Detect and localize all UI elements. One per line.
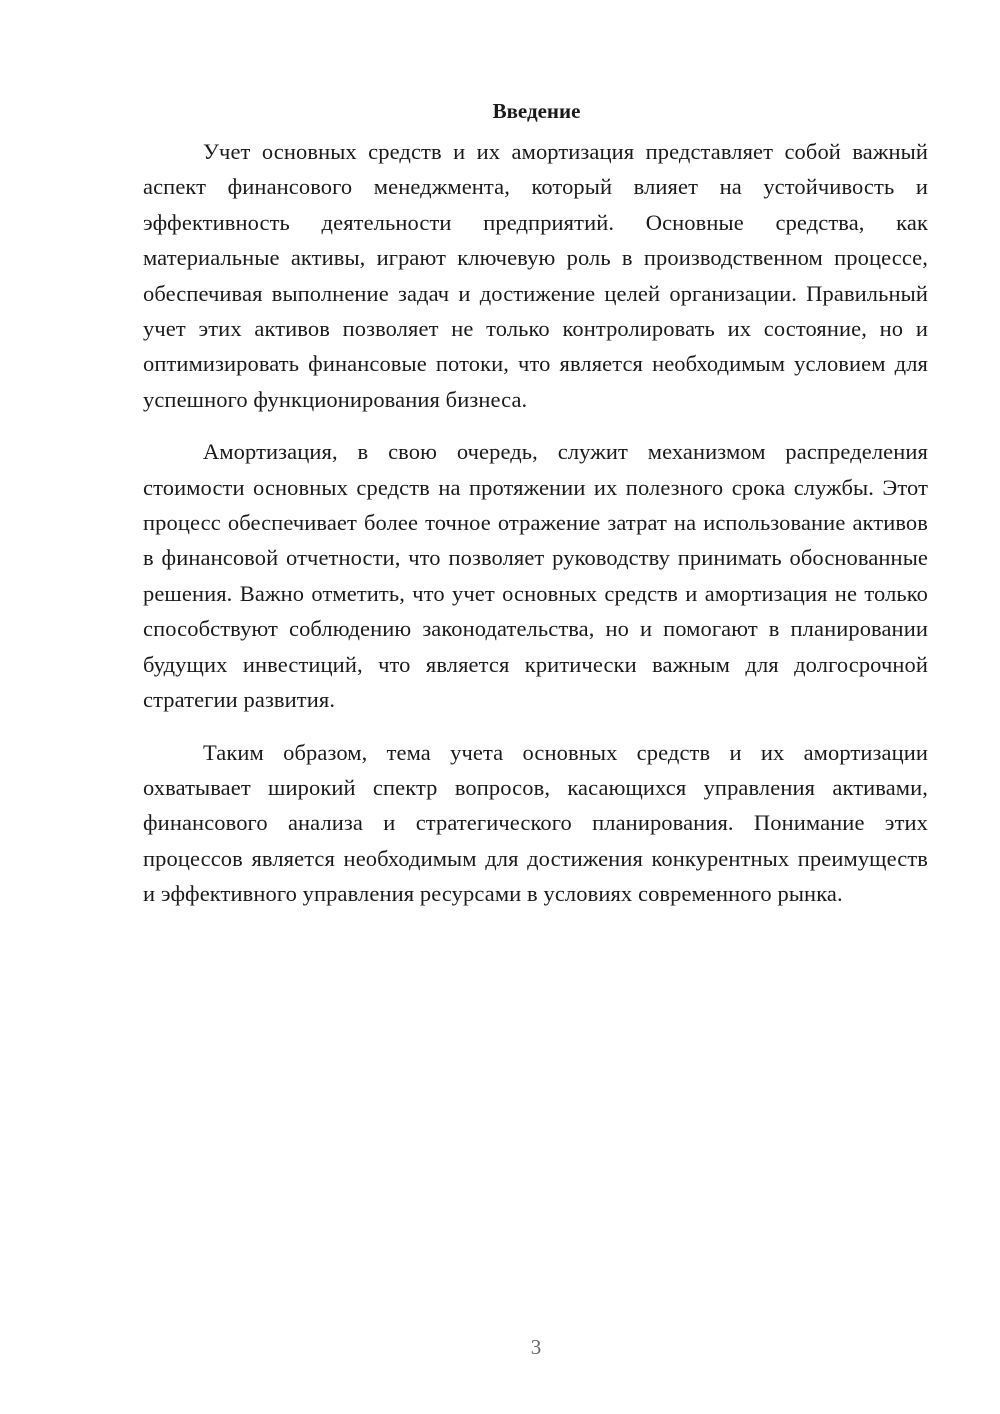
- section-title: Введение: [492, 99, 581, 123]
- paragraph-2: Амортизация, в свою очередь, служит механизмом распределения стоимости основных средств на протяжении их полезного срока службы. Этот процесс обеспечивает более точное отражение затрат на использование активов в финансовой отчетности, что позволяет руководству принимать обоснованные решения. Важно отметить, что учет основных средств и амортизация не только способствуют соблюдению законодательства, но и помогают в планировании будущих инвестиций, что является критически важным для долгосрочной стратегии развития.: [143, 439, 928, 713]
- page-number: 3: [530, 1335, 542, 1359]
- paragraph-1: Учет основных средств и их амортизация представляет собой важный аспект финансового менеджмента, который влияет на устойчивость и эффективность деятельности предприятий. Основные средства, как материальные активы, играют ключевую роль в производственном процессе, обеспечивая выполнение задач и достижение целей организации. Правильный учет этих активов позволяет не только контролировать их состояние, но и оптимизировать финансовые потоки, что является необходимым условием для успешного функционирования бизнеса.: [143, 139, 928, 412]
- page-content: [143, 96, 928, 929]
- paragraph-3: Таким образом, тема учета основных средств и их амортизации охватывает широкий спектр вопросов, касающихся управления активами, финансового анализа и стратегического планирования. Понимание этих процессов является необходимым для достижения конкурентных преимуществ и эффективного управления ресурсами в условиях современного рынка.: [143, 739, 928, 907]
